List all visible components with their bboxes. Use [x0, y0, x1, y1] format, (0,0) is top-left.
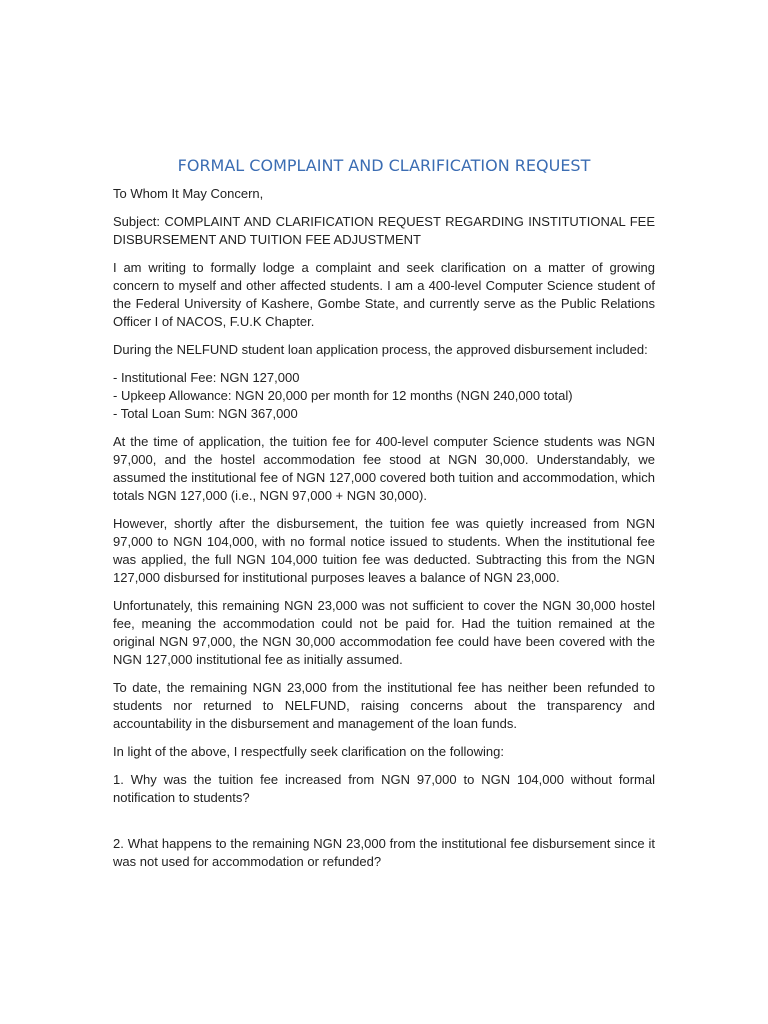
shortfall-paragraph: Unfortunately, this remaining NGN 23,000 was not sufficient to cover the NGN 30,000 hostel fee, meaning the accommodation could not be paid for. Had the tuition remained at the original NGN 97,000, the NGN 30,000 accommodation fee could have been covered with the NGN 127,000 institutional fee as initially assumed. — [113, 598, 655, 667]
question-1: 1. Why was the tuition fee increased from NGN 97,000 to NGN 104,000 without formal notification to students? — [113, 772, 655, 805]
intro-paragraph: I am writing to formally lodge a complaint and seek clarification on a matter of growing concern to myself and other affected students. I am a 400-level Computer Science student of the Federal University of Kashere, Gombe State, and currently serve as the Public Relations Officer I of NACOS, F.U.K Chapter. — [113, 260, 655, 329]
increase-paragraph: However, shortly after the disbursement, the tuition fee was quietly increased from NGN 97,000 to NGN 104,000, with no formal notice issued to students. When the institutional fee was applied, the full NGN 104,000 tuition fee was deducted. Subtracting this from the NGN 127,000 disbursed for institutional purposes leaves a balance of NGN 23,000. — [113, 516, 655, 585]
question-2: 2. What happens to the remaining NGN 23,000 from the institutional fee disbursement since it was not used for accommodation or refunded? — [113, 836, 655, 869]
document-title: FORMAL COMPLAINT AND CLARIFICATION REQUEST — [177, 156, 591, 175]
letter-body — [113, 155, 655, 881]
list-item: - Total Loan Sum: NGN 367,000 — [113, 406, 298, 421]
application-paragraph: At the time of application, the tuition fee for 400-level computer Science students was NGN 97,000, and the hostel accommodation fee stood at NGN 30,000. Understandably, we assumed the institutional fee of NGN 127,000 covered both tuition and accommodation, which totals NGN 127,000 (i.e., NGN 97,000 + NGN 30,000). — [113, 434, 655, 503]
request-paragraph: In light of the above, I respectfully seek clarification on the following: — [113, 744, 504, 759]
list-item: - Upkeep Allowance: NGN 20,000 per month for 12 months (NGN 240,000 total) — [113, 388, 573, 403]
subject-line: Subject: COMPLAINT AND CLARIFICATION REQUEST REGARDING INSTITUTIONAL FEE DISBURSEMENT AND TUITION FEE ADJUSTMENT — [113, 214, 655, 247]
disbursement-intro: During the NELFUND student loan application process, the approved disbursement included: — [113, 342, 648, 357]
refund-paragraph: To date, the remaining NGN 23,000 from the institutional fee has neither been refunded to students nor returned to NELFUND, raising concerns about the transparency and accountability in the disbursement and management of the loan funds. — [113, 680, 655, 731]
salutation: To Whom It May Concern, — [113, 186, 264, 201]
list-item: - Institutional Fee: NGN 127,000 — [113, 370, 300, 385]
disbursement-list — [113, 369, 655, 423]
